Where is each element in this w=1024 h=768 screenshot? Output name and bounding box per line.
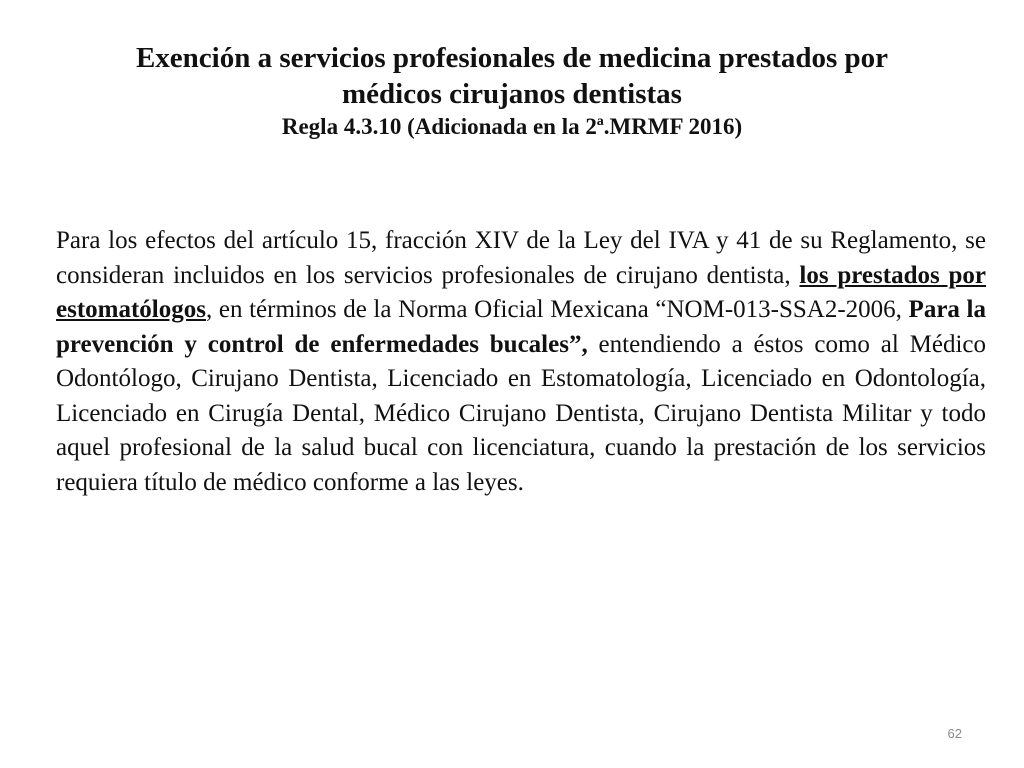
underlined-phrase: los prestados por estomatólogos	[56, 261, 986, 323]
title-block	[40, 40, 984, 142]
bold-phrase: Para la prevención y control de enfermedades bucales”,	[56, 296, 986, 358]
slide-subtitle: Regla 4.3.10 (Adicionada en la 2ª.MRMF 2016)	[281, 114, 743, 139]
slide-title-line-2: médicos cirujanos dentistas	[342, 78, 682, 110]
body-text-part-2: , en términos de la Norma Oficial Mexicana “NOM-013-SSA2-2006,	[205, 296, 909, 323]
body-text-part-3: entendiendo a éstos como al Médico Odontólogo, Cirujano Dentista, Licenciado en Estomatología, Licenciado en Odontología, Licenciado en Cirugía Dental, Médico Cirujano Dentista, Cirujano Dentista Militar y todo aquel profesional de la salud bucal con licenciatura, cuando la prestación de los servicios requiera título de médico conforme a las leyes.	[56, 330, 986, 496]
body-text-part-1: Para los efectos del artículo 15, fracción XIV de la Ley del IVA y 41 de su Reglamento, se consideran incluidos en los servicios profesionales de cirujano dentista,	[56, 227, 986, 289]
slide-title-line-1: Exención a servicios profesionales de medicina prestados por	[135, 42, 889, 74]
body-paragraph	[56, 224, 986, 500]
page-number: 62	[947, 726, 962, 741]
